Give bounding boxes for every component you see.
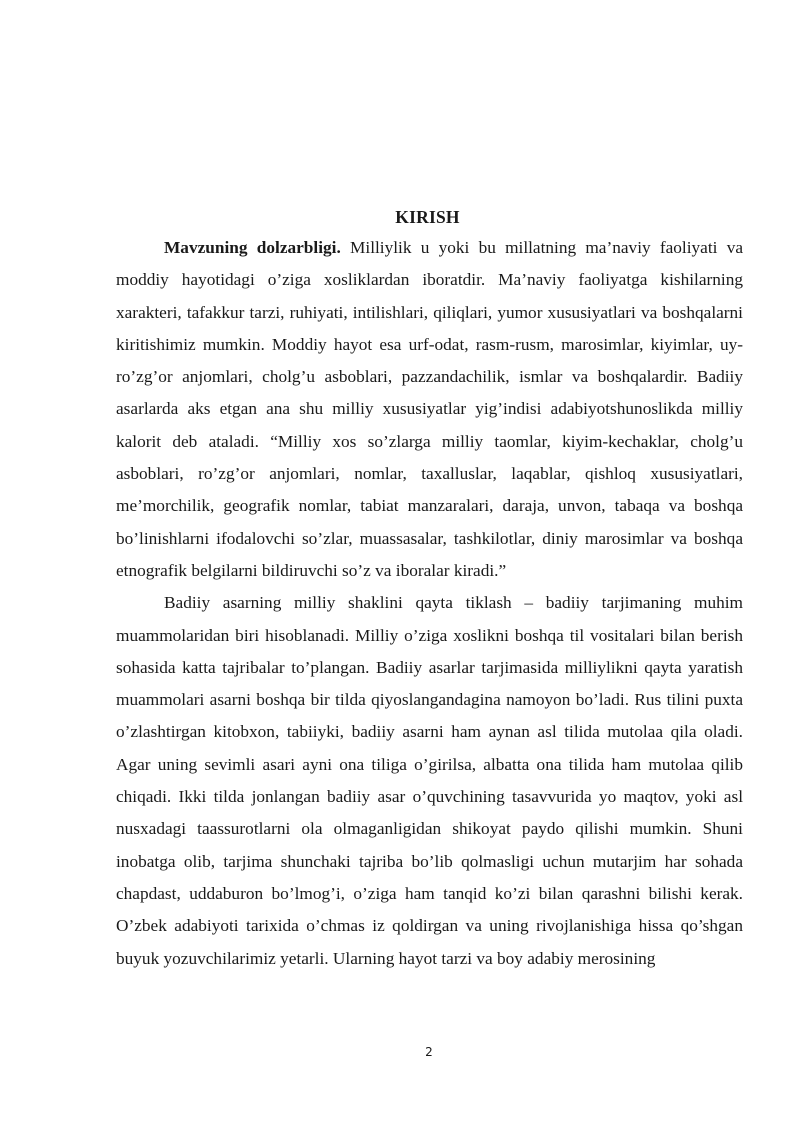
paragraph-text: Milliylik u yoki bu millatning ma’naviy faoliyati va moddiy hayotidagi o’ziga xosliklardan iboratdir. Ma’naviy faoliyatga kishilarning xarakteri, tafakkur tarzi, ruhiyati, intilishlari, qiliqlari, yumor xususiyatlari va boshqalarni kiritishimiz mumkin. Moddiy hayot esa urf-odat, rasm-rusm, marosimlar, kiyimlar, uy-ro’zg’or anjomlari, cholg’u asboblari, pazzandachilik, ismlar va boshqalardir. Badiiy asarlarda aks etgan ana shu milliy xususiyatlar yig’indisi adabiyotshunoslikda milliy kalorit deb ataladi. “Milliy xos so’zlarga milliy taomlar, kiyim-kechaklar, cholg’u asboblari, ro’zg’or anjomlari, nomlar, taxalluslar, laqablar, qishloq xususiyatlari, me’morchilik, geografik nomlar, tabiat manzaralari, daraja, unvon, tabaqa va boshqa bo’linishlarni ifodalovchi so’zlar, muassasalar, tashkilotlar, diniy marosimlar va boshqa etnografik belgilarni bildiruvchi so’z va iboralar kiradi.” [116,238,743,580]
body-text [116,232,743,975]
paragraph-lead: Mavzuning dolzarbligi. [164,238,341,257]
paragraph-relevance [116,232,743,587]
paragraph-text: Badiiy asarning milliy shaklini qayta tiklash – badiiy tarjimaning muhim muammolaridan biri hisoblanadi. Milliy o’ziga xoslikni boshqa til vositalari bilan berish sohasida katta tajribalar to’plangan. Badiiy asarlar tarjimasida milliylikni qayta yaratish muammolari asarni boshqa bir tilda qiyoslangandagina namoyon bo’ladi. Rus tilini puxta o’zlashtirgan kitobxon, tabiiyki, badiiy asarni ham aynan asl tilida mutolaa qila oladi. Agar uning sevimli asari ayni ona tiliga o’girilsa, albatta ona tilida ham mutolaa qilib chiqadi. Ikki tilda jonlangan badiiy asar o’quvchining tasavvurida yo maqtov, yoki asl nusxadagi taassurotlarni ola olmaganligidan shikoyat paydo qilishi mumkin. Shuni inobatga olib, tarjima shunchaki tajriba bo’lib qolmasligi uchun mutarjim har sohada chapdast, uddaburon bo’lmog’i, o’ziga ham tanqid ko’zi bilan qarashni bilishi kerak. O’zbek adabiyoti tarixida o’chmas iz qoldirgan va uning rivojlanishiga hissa qo’shgan buyuk yozuvchilarimiz yetarli. Ularning hayot tarzi va boy adabiy merosining [116,593,743,968]
paragraph-translation [116,587,743,975]
page-number: 2 [425,1045,433,1059]
section-heading: KIRISH [395,207,460,227]
